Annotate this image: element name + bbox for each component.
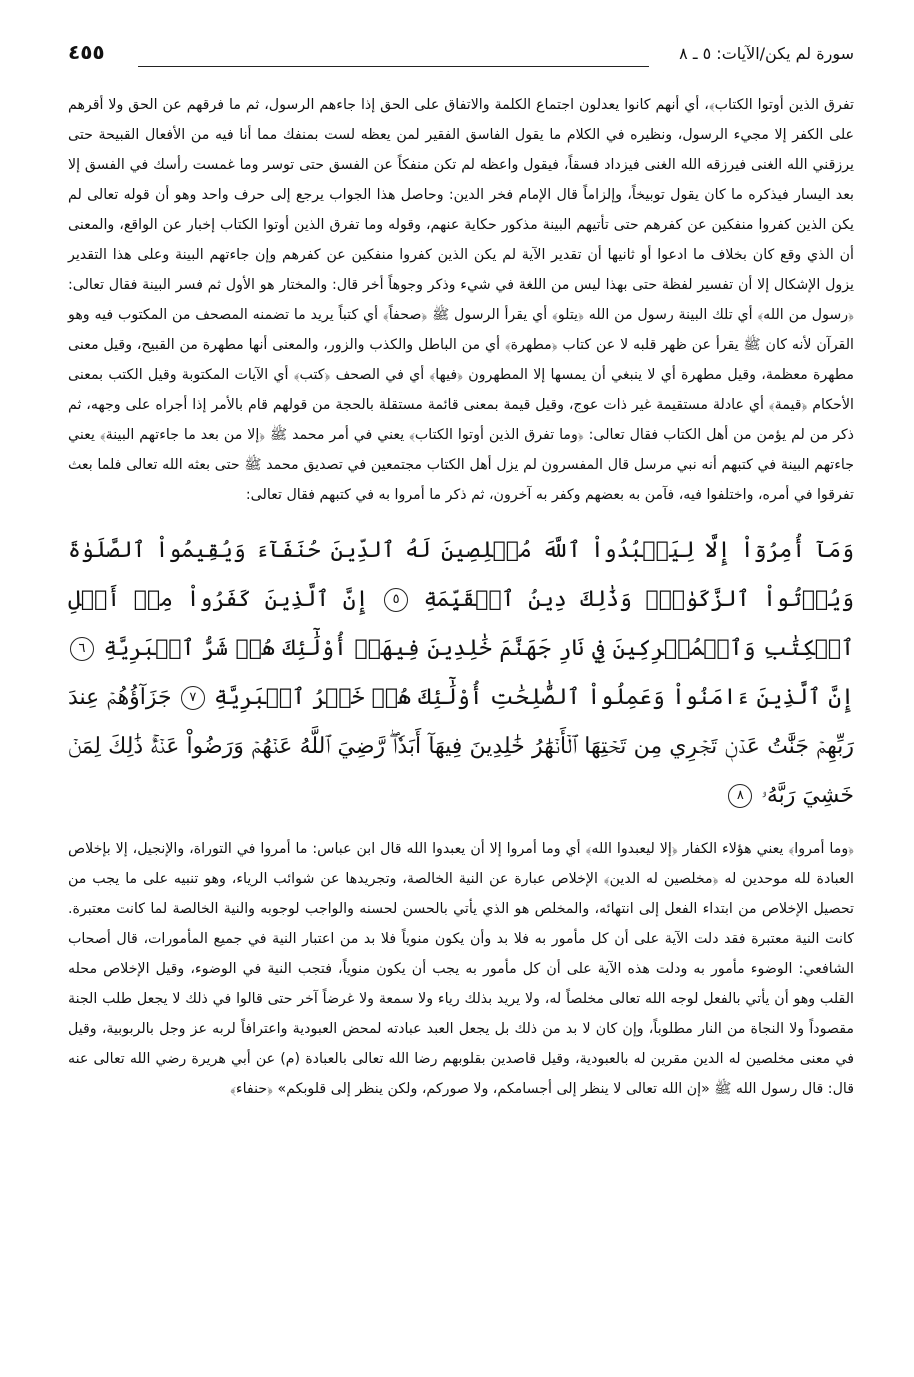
ayah-marker: ٦	[70, 637, 94, 661]
surah-title: سورة لم يكن/الآيات: ٥ ـ ٨	[679, 44, 854, 63]
commentary-bottom	[68, 834, 854, 1104]
quran-block	[68, 526, 854, 820]
commentary-top	[68, 90, 854, 510]
ayah-marker: ٧	[181, 686, 205, 710]
ayah-marker: ٥	[384, 588, 408, 612]
verse-text: إِنَّ ٱلَّذِينَ ءَامَنُواْ وَعَمِلُواْ ٱلصَّٰلِحَٰتِ أُوْلَٰٓئِكَ هُمۡ خَيۡرُ ٱلۡبَرِيَّةِ	[214, 685, 855, 710]
page-number: ٤٥٥	[68, 40, 105, 64]
verse-text: إِنَّ ٱلَّذِينَ كَفَرُواْ مِنۡ أَهۡلِ ٱلۡكِتَٰبِ وَٱلۡمُشۡرِكِينَ فِي نَارِ جَهَنَّمَ خَٰلِدِينَ فِيهَآۚ أُوْلَٰٓئِكَ هُمۡ شَرُّ ٱلۡبَرِيَّةِ	[68, 587, 855, 661]
ayah-marker: ٨	[728, 784, 752, 808]
commentary-paragraph: تفرق الذين أوتوا الكتاب﴾، أي أنهم كانوا يعدلون اجتماع الكلمة والاتفاق على الحق إذا جاءهم الرسول، ثم ما فرقهم عن الحق ولا أقرهم على الكفر إلا مجيء الرسول، ونظيره في الكلام ما يقول الفاسق الفقير لمن يعظه لست بمنفك مما أنا فيه من الأفعال القبيحة حتى يرزقني الله الغنى فيرزقه الله الغنى فيزداد فسقاً، فيقول واعظه لم تكن منفكاً عن الفسق حتى توسر وما غمست رأسك في الفسق إلا بعد اليسار فيذكره ما كان يقول توبيخاً، وإلزاماً قال الإمام فخر الدين: وحاصل هذا الجواب يرجع إلى حرف واحد وهو أن قوله تعالى لم يكن الذين كفروا منفكين عن كفرهم حتى تأتيهم البينة مذكور حكاية عنهم، وقوله وما تفرق الذين أوتوا الكتاب إخبار عن الواقع، والمعنى أن الذي وقع كان بخلاف ما ادعوا أو ثانيها أن تقدير الآية لم يكن الذين كفروا منفكين عن كفرهم وإن جاءتهم البينة وعلى هذا التقدير يزول الإشكال إلا أن تفسير لفظة حتى بهذا ليس من اللغة في شيء وذكر وجوهاً أخر قال: والمختار هو الأول ثم فسر البينة فقال تعالى: ﴿رسول من الله﴾ أي تلك البينة رسول من الله ﴿يتلو﴾ أي يقرأ الرسول ﷺ ﴿صحفاً﴾ أي كتباً يريد ما تضمنه المصحف من المكتوب فيه وهو القرآن لأنه كان ﷺ يقرأ عن ظهر قلبه لا عن كتاب ﴿مطهرة﴾ أي من الباطل والكذب والزور، والمعنى أنها مطهرة من القبيح، وقيل معنى مطهرة معظمة، وقيل مطهرة أي لا ينبغي أن يمسها إلا المطهرون ﴿فيها﴾ أي في الصحف ﴿كتب﴾ أي الآيات المكتوبة وقيل الكتب بمعنى الأحكام ﴿قيمة﴾ أي عادلة مستقيمة غير ذات عوج، وقيل قيمة بمعنى قائمة مستقلة بالحجة من قولهم قام بالأمر إذا أجراه على وجهه، ثم ذكر من لم يؤمن من أهل الكتاب فقال تعالى: ﴿وما تفرق الذين أوتوا الكتاب﴾ يعني في أمر محمد ﷺ ﴿إلا من بعد ما جاءتهم البينة﴾ يعني جاءتهم البينة في كتبهم أنه نبي مرسل قال المفسرون لم يزل أهل الكتاب مجتمعين في تصديق محمد ﷺ حتى بعثه الله تعالى فلما بعث تفرقوا في أمره، واختلفوا فيه، فآمن به بعضهم وكفر به آخرون، ثم ذكر ما أمروا به في كتبهم فقال تعالى:	[68, 97, 854, 503]
verse-text: جَزَآؤُهُمۡ عِندَ رَبِّهِمۡ جَنَّٰتُ عَدۡنٖ تَجۡرِي مِن تَحۡتِهَا ٱلۡأَنۡهَٰرُ خَٰلِدِينَ فِيهَآ أَبَدٗاۖ رَّضِيَ ٱللَّهُ عَنۡهُمۡ وَرَضُواْ عَنۡهُۚ ذَٰلِكَ لِمَنۡ خَشِيَ رَبَّهُۥ	[68, 685, 854, 808]
page	[68, 30, 854, 1347]
running-header	[68, 30, 854, 70]
commentary-paragraph: ﴿وما أمروا﴾ يعني هؤلاء الكفار ﴿إلا ليعبدوا الله﴾ أي وما أمروا إلا أن يعبدوا الله قال ابن عباس: ما أمروا في التوراة، والإنجيل، إلا بإخلاص العبادة لله موحدين له ﴿مخلصين له الدين﴾ الإخلاص عبارة عن النية الخالصة، وتجريدها عن شوائب الرياء، وهو تنبيه على ما يجب من تحصيل الإخلاص من ابتداء الفعل إلى انتهائه، والمخلص هو الذي يأتي بالحسن لحسنه والواجب لوجوبه والنية الخالصة لما كانت معتبرة. كانت النية معتبرة فقد دلت الآية على أن كل مأمور به فلا بد وأن يكون منوياً فلا بد من اعتبار النية في جميع المأمورات، قال أصحاب الشافعي: الوضوء مأمور به ودلت هذه الآية على أن كل مأمور به يجب أن يكون منوياً، فتجب النية في الوضوء، وقيل الإخلاص محله القلب وهو أن يأتي بالفعل لوجه الله تعالى مخلصاً له، ولا يريد بذلك رياء ولا سمعة ولا غرضاً آخر حتى قالوا في ذلك لا يجعل طلب الجنة مقصوداً ولا النجاة من النار مطلوباً، وإن كان لا بد من ذلك بل يجعل العبد عبادته لمحض العبودية واعترافاً لربه عز وجل بالربوبية، وقيل في معنى مخلصين له الدين مقرين له بالعبودية، وقيل قاصدين بقلوبهم رضا الله تعالى بالعبادة (م) عن أبي هريرة رضي الله تعالى عنه قال: قال رسول الله ﷺ «إن الله تعالى لا ينظر إلى أجسامكم، ولا صوركم، ولكن ينظر إلى قلوبكم» ﴿حنفاء﴾	[68, 841, 854, 1097]
verse-text: وَمَآ أُمِرُوٓاْ إِلَّا لِيَعۡبُدُواْ ٱللَّهَ مُخۡلِصِينَ لَهُ ٱلدِّينَ حُنَفَآءَ وَيُقِيمُواْ ٱلصَّلَوٰةَ وَيُؤۡتُواْ ٱلزَّكَوٰةَۚ وَذَٰلِكَ دِينُ ٱلۡقَيِّمَةِ	[68, 538, 855, 612]
header-rule	[138, 66, 649, 67]
